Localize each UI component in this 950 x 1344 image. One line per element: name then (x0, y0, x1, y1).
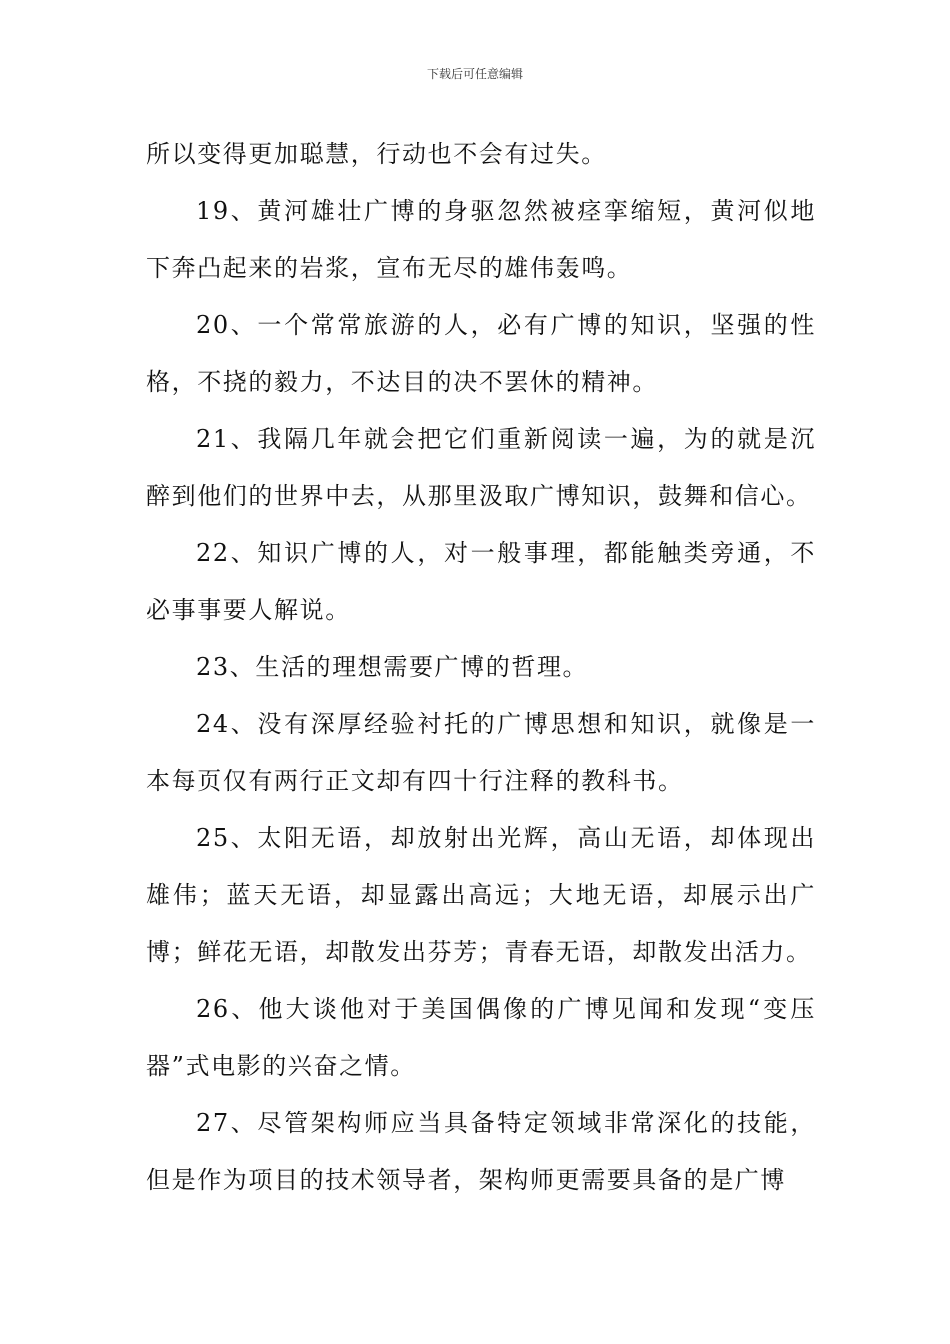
paragraph-continuation: 所以变得更加聪慧，行动也不会有过失。 (146, 140, 607, 168)
paragraph-21: 21、我隔几年就会把它们重新阅读一遍，为的就是沉醉到他们的世界中去，从那里汲取广博知识，鼓舞和信心。 (146, 425, 816, 510)
page-header: 下载后可任意编辑 (426, 67, 523, 81)
paragraph-27: 27、尽管架构师应当具备特定领域非常深化的技能，但是作为项目的技术领导者，架构师更需要具备的是广博 (146, 1109, 816, 1194)
paragraph-19: 19、黄河雄壮广博的身驱忽然被痉挛缩短，黄河似地下奔凸起来的岩浆，宣布无尽的雄伟轰鸣。 (146, 197, 816, 282)
document-body (146, 126, 816, 1209)
paragraph-22: 22、知识广博的人，对一般事理，都能触类旁通，不必事事要人解说。 (146, 539, 816, 624)
paragraph-20: 20、一个常常旅游的人，必有广博的知识，坚强的性格，不挠的毅力，不达目的决不罢休的精神。 (146, 311, 816, 396)
paragraph-24: 24、没有深厚经验衬托的广博思想和知识，就像是一本每页仅有两行正文却有四十行注释的教科书。 (146, 710, 816, 795)
paragraph-26: 26、他大谈他对于美国偶像的广博见闻和发现“变压器”式电影的兴奋之情。 (146, 995, 816, 1080)
paragraph-23: 23、生活的理想需要广博的哲理。 (196, 653, 589, 681)
paragraph-25: 25、太阳无语，却放射出光辉，高山无语，却体现出雄伟；蓝天无语，却显露出高远；大地无语，却展示出广博；鲜花无语，却散发出芬芳；青春无语，却散发出活力。 (146, 824, 816, 966)
